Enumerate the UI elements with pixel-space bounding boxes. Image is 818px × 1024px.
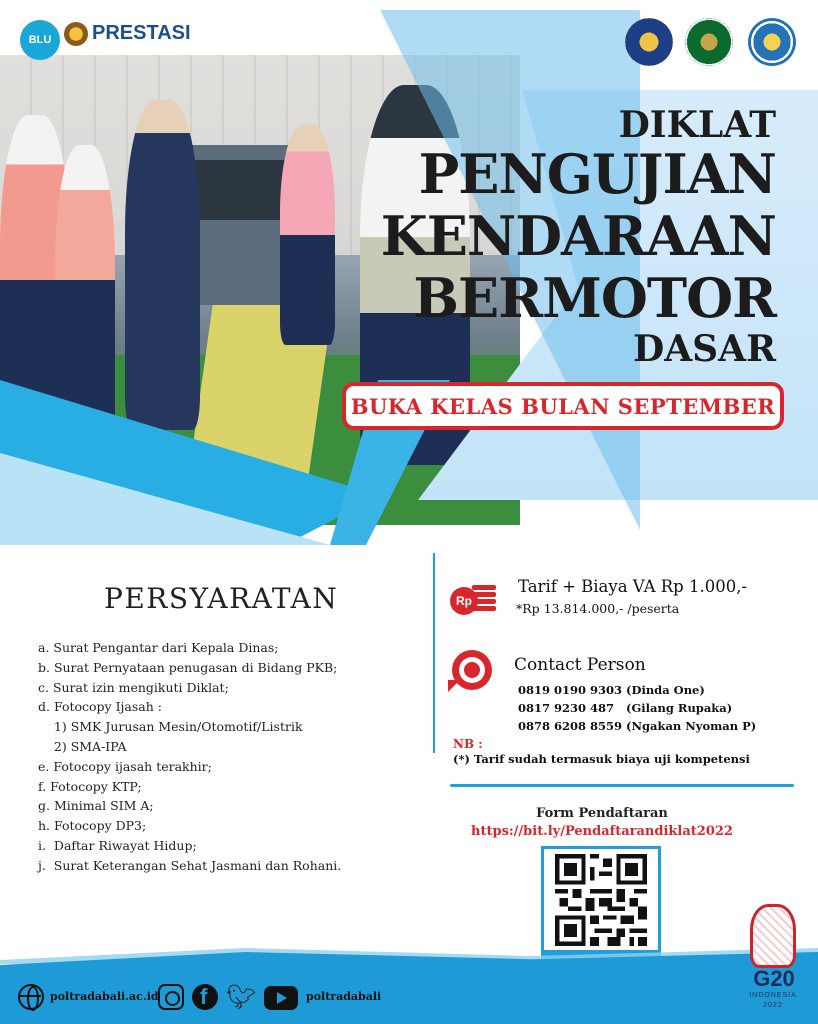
requirements-list <box>38 638 341 876</box>
instagram-icon[interactable] <box>158 984 184 1010</box>
note-underline <box>450 784 794 787</box>
requirements-heading: PERSYARATAN <box>104 582 339 615</box>
qr-code[interactable] <box>555 854 647 946</box>
kemenhub-logo <box>625 18 673 66</box>
open-class-badge: BUKA KELAS BULAN SEPTEMBER <box>342 382 784 430</box>
contact-item[interactable]: 0817 9230 487 (Gilang Rupaka) <box>518 701 733 715</box>
registration-link[interactable]: https://bit.ly/Pendaftarandiklat2022 <box>471 824 733 839</box>
contact-heading: Contact Person <box>514 655 646 675</box>
coin-stack <box>472 585 496 590</box>
poltrada-logo <box>64 22 88 46</box>
contact-item[interactable]: 0878 6208 8559 (Ngakan Nyoman P) <box>518 719 757 733</box>
youtube-icon[interactable] <box>264 986 298 1010</box>
twitter-icon[interactable]: 🐦︎ <box>226 983 257 1011</box>
requirement-item: e. Fotocopy ijasah terakhir; <box>38 758 212 774</box>
prestasi-logo: PRESTASI <box>92 22 191 44</box>
note-label: NB : <box>453 737 483 751</box>
section-divider <box>433 553 435 753</box>
requirement-item: d. Fotocopy Ijasah : <box>38 699 162 715</box>
rp-coin: Rp <box>450 587 478 615</box>
requirement-item: a. Surat Pengantar dari Kepala Dinas; <box>38 640 279 655</box>
whatsapp-icon <box>452 650 492 690</box>
institution-emblem-logo <box>748 18 796 66</box>
requirement-item: f. Fotocopy KTP; <box>38 778 142 794</box>
requirement-item: g. Minimal SIM A; <box>38 798 154 814</box>
g20-emblem <box>750 904 796 968</box>
title-diklat: DIKLAT <box>618 104 776 146</box>
globe-icon <box>18 984 44 1010</box>
coin-stack <box>472 599 496 604</box>
g20-logo <box>738 904 808 1022</box>
blu-logo <box>20 20 60 60</box>
requirement-item: b. Surat Pernyataan penugasan di Bidang PKB; <box>38 659 338 675</box>
tariff-main: Tarif + Biaya VA Rp 1.000,- <box>518 577 748 596</box>
money-icon <box>450 583 498 617</box>
social-handle[interactable]: poltradabali <box>306 990 382 1003</box>
title-bermotor: BERMOTOR <box>413 266 776 330</box>
g20-country: INDONESIA <box>749 992 797 999</box>
g20-year: 2022 <box>763 1002 783 1009</box>
tariff-sub: *Rp 13.814.000,- /peserta <box>516 601 680 616</box>
requirement-item: j. Surat Keterangan Sehat Jasmani dan Rohani. <box>38 857 342 873</box>
contact-item[interactable]: 0819 0190 9303 (Dinda One) <box>518 683 705 697</box>
title-kendaraan: KENDARAAN <box>380 204 776 268</box>
blu-logo-text: BLU <box>28 34 52 46</box>
g20-title: G20 <box>753 966 795 991</box>
requirement-item: h. Fotocopy DP3; <box>38 818 147 834</box>
title-pengujian: PENGUJIAN <box>418 142 776 206</box>
requirement-item: c. Surat izin mengikuti Diklat; <box>38 679 229 695</box>
coin-stack <box>472 606 496 611</box>
requirement-item: 1) SMK Jurusan Mesin/Otomotif/Listrik <box>38 719 303 735</box>
requirement-item: i. Daftar Riwayat Hidup; <box>38 837 197 853</box>
coin-stack <box>472 592 496 597</box>
footer-wave <box>0 952 818 1024</box>
photo-person <box>125 100 200 430</box>
note-text: (*) Tarif sudah termasuk biaya uji kompetensi <box>453 752 750 766</box>
requirement-item: 2) SMA-IPA <box>38 738 127 754</box>
ministry-emblem-logo <box>685 18 733 66</box>
contact-list <box>518 681 756 735</box>
registration-label: Form Pendaftaran <box>536 806 668 821</box>
photo-person <box>280 125 335 345</box>
title-dasar: DASAR <box>633 328 776 370</box>
website-link[interactable]: poltradabali.ac.id <box>50 990 159 1003</box>
facebook-icon[interactable] <box>192 984 218 1010</box>
